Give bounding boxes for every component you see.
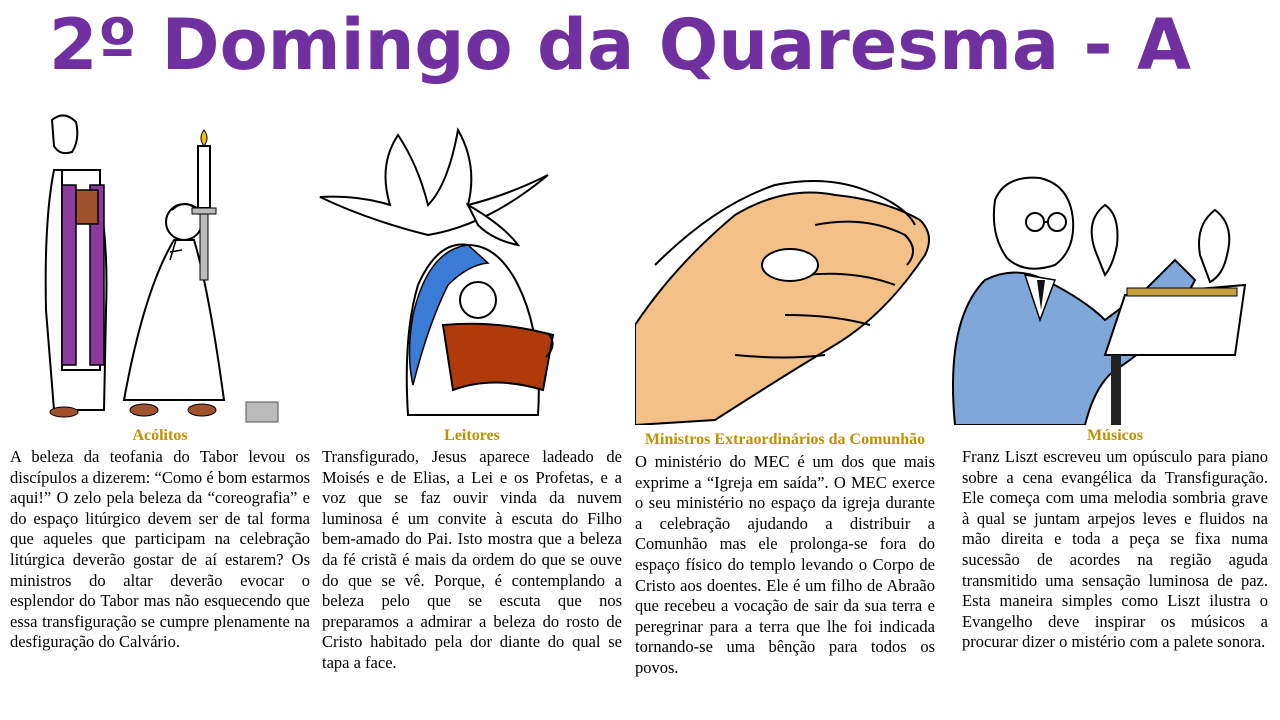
reader-with-dove-illustration xyxy=(318,125,568,425)
column-heading-musicos: Músicos xyxy=(1087,427,1143,444)
page-title: 2º Domingo da Quaresma - A xyxy=(48,4,1192,86)
column-text-musicos: Franz Liszt escreveu um opúsculo para piano sobre a cena evangélica da Transfiguração. Ele começa com uma melodia sombria grave à qual se juntam arpejos leves e fluidos na mão direita e toda a peça se fixa numa sucessão de acordes na região aguda transmitido uma sensação luminosa de paz. Esta maneira simples como Liszt ilustra o Evangelho deve inspirar os músicos a procurar dizer o mistério com a palete sonora. xyxy=(962,447,1268,652)
altar-servers-illustration xyxy=(24,110,280,425)
hands-with-host-illustration xyxy=(635,125,935,425)
column-heading-leitores: Leitores xyxy=(444,427,500,444)
column-text-mec: O ministério do MEC é um dos que mais exprime a “Igreja em saída”. O MEC exerce o seu ministério no espaço da igreja durante a celebração ajudando a distribuir a Comunhão mas ele prolonga-se fora do espaço físico do templo levando o Corpo de Cristo aos doentes. Ele é um filho de Abraão que recebeu a vocação de sair da sua terra e peregrinar para a terra que lhe foi indicada tornando-se uma bênção para todos os povos. xyxy=(635,452,935,677)
column-text-acolitos: A beleza da teofania do Tabor levou os discípulos a dizerem: “Como é bom estarmos aqui!” O zelo pela beleza da “coreografia” e do espaço litúrgico devem ser de tal forma que aqueles que participam na celebração litúrgica deverão gostar de aí estarem? Os ministros do altar deverão evocar o esplendor do Tabor mas não esquecendo que essa transfiguração se cumpre plenamente na desfiguração do Calvário. xyxy=(10,447,310,652)
column-heading-mec: Ministros Extraordinários da Comunhão xyxy=(644,431,926,448)
column-heading-acolitos: Acólitos xyxy=(132,427,188,444)
conductor-illustration xyxy=(945,170,1260,425)
column-text-leitores: Transfigurado, Jesus aparece ladeado de Moisés e de Elias, a Lei e os Profetas, e a voz que se faz ouvir vinda da nuvem luminosa é um convite à escuta do Filho bem-amado do Pai. Isto mostra que a beleza da fé cristã é mais da ordem do que se ouve do que se vê. Porque, é contemplando a beleza pelo que se escuta que nos preparamos a admirar a beleza do rosto de Cristo habitado pela dor diante do qual se tapa a face. xyxy=(322,447,622,672)
